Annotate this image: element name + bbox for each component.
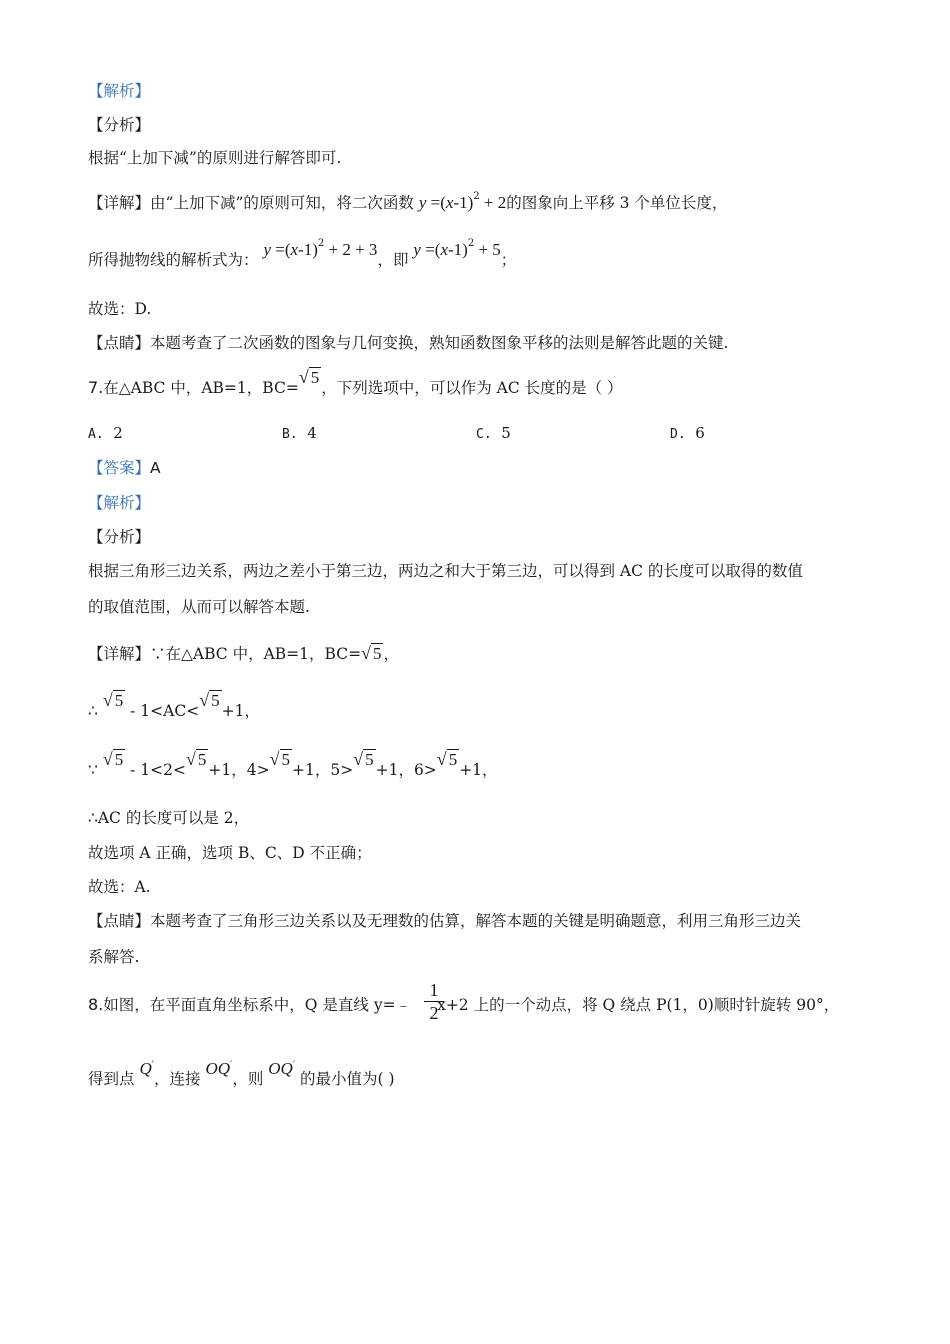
conclusion: ∴AC 的长度可以是 2， bbox=[88, 809, 250, 827]
choice-text: 故选项 A 正确，选项 B、C、D 不正确； bbox=[88, 844, 372, 862]
guxuan-6: 故选：D. bbox=[88, 300, 152, 318]
sqrt-5: √ 5 bbox=[353, 749, 374, 769]
q8-stem bbox=[88, 995, 839, 1015]
q8-line2-d: 的最小值为( ) bbox=[300, 1070, 395, 1088]
q8-stem-a: 如图，在平面直角坐标系中，Q 是直线 y=﹣ bbox=[103, 996, 412, 1014]
dianjing-tag: 【点睛】 bbox=[88, 334, 151, 352]
fraction-numerator: 1 bbox=[424, 979, 444, 1002]
fenxi-text-7a: 根据三角形三边关系，两边之差小于第三边，两边之和大于第三边，可以得到 AC 的长度可以取得的数值 bbox=[88, 562, 803, 580]
therefore-symbol: ∴ bbox=[88, 702, 98, 720]
dianjing-tag-7: 【点睛】 bbox=[88, 912, 151, 930]
sqrt-5: √ 5 bbox=[298, 367, 320, 387]
symbol-oq-prime: OQ′ bbox=[205, 1059, 233, 1078]
jiexi-tag: 【解析】 bbox=[88, 82, 151, 100]
fenxi-text: 根据“上加下减”的原则进行解答即可. bbox=[88, 149, 342, 167]
sqrt-5: √ 5 bbox=[102, 749, 124, 769]
q7-stem-b: ，下列选项中，可以作为 AC 长度的是（ ） bbox=[321, 379, 623, 397]
xiangjie-tag-7: 【详解】 bbox=[88, 645, 151, 663]
dianjing-text-7b: 系解答. bbox=[88, 948, 140, 966]
result-sep: ，即 bbox=[377, 251, 409, 269]
ineq2-a: - 1<2< bbox=[130, 761, 187, 779]
q8-line2-c: ，则 bbox=[232, 1070, 264, 1088]
answer-line bbox=[88, 458, 161, 478]
option-d[interactable]: D. 6 bbox=[670, 424, 705, 442]
fenxi-text-7b: 的取值范围，从而可以解答本题. bbox=[88, 598, 310, 616]
xiangjie-text-a: 由“上加下减”的原则可知，将二次函数 bbox=[150, 194, 414, 212]
formula-quadratic: $y =(x-1)^2 + 2$ bbox=[418, 191, 507, 212]
sqrt-5: √ 5 bbox=[199, 690, 220, 710]
ineq-line-1 bbox=[88, 690, 260, 721]
ineq2-c: +1，5> bbox=[292, 761, 354, 779]
q8-line2 bbox=[88, 1059, 395, 1092]
ineq1-plus: +1， bbox=[221, 702, 260, 720]
ineq1-mid: - 1<AC< bbox=[130, 702, 200, 720]
xiangjie-text-7a: ∵在△ABC 中，AB=1，BC= bbox=[150, 645, 362, 663]
sqrt-5: √ 5 bbox=[361, 643, 382, 663]
option-c[interactable]: C. 5 bbox=[476, 424, 511, 442]
sqrt-5: √ 5 bbox=[102, 690, 124, 710]
dianjing-text-7a: 本题考查了三角形三边关系以及无理数的估算，解答本题的关键是明确题意，利用三角形三边关 bbox=[150, 912, 802, 930]
q8-stem-b: x+2 上的一个动点，将 Q 绕点 P(1，0)顺时针旋转 90°， bbox=[437, 996, 840, 1014]
result-text-a: 所得抛物线的解析式为： bbox=[88, 251, 259, 269]
fraction-denominator: 2 bbox=[429, 1003, 439, 1023]
symbol-oq-prime: OQ′ bbox=[268, 1059, 296, 1078]
answer-tag: 【答案】 bbox=[88, 459, 151, 477]
formula-result: $y =(x-1)^2 + 5$ bbox=[413, 238, 501, 259]
sqrt-5: √ 5 bbox=[186, 749, 207, 769]
fraction-one-half bbox=[424, 979, 444, 1024]
xiangjie-line-7 bbox=[88, 643, 399, 664]
dianjing-line-7a bbox=[88, 911, 801, 931]
sqrt-5: √ 5 bbox=[436, 749, 458, 769]
xiangjie-text-7b: ， bbox=[383, 645, 399, 663]
ineq2-b: +1，4> bbox=[208, 761, 270, 779]
q8-number: 8. bbox=[88, 995, 104, 1014]
sqrt-5: √ 5 bbox=[269, 749, 290, 769]
ineq2-d: +1，6> bbox=[375, 761, 437, 779]
jiexi-tag-7: 【解析】 bbox=[88, 494, 151, 512]
result-end: ； bbox=[500, 251, 517, 269]
dianjing-line-6 bbox=[88, 333, 728, 353]
xiangjie-tag: 【详解】 bbox=[88, 194, 151, 212]
guxuan-7: 故选：A. bbox=[88, 878, 151, 896]
xiangjie-text-b: 的图象向上平移 3 个单位长度， bbox=[506, 194, 728, 212]
q7-number: 7. bbox=[88, 378, 104, 397]
option-b[interactable]: B. 4 bbox=[282, 424, 317, 442]
fenxi-tag: 【分析】 bbox=[88, 116, 151, 134]
fenxi-tag-7: 【分析】 bbox=[88, 528, 151, 546]
answer-value: A bbox=[150, 459, 161, 477]
ineq-line-2 bbox=[88, 749, 498, 780]
because-symbol: ∵ bbox=[88, 761, 98, 779]
option-a[interactable]: A. 2 bbox=[88, 424, 123, 442]
formula-shifted: $y =(x-1)^2 + 2 + 3$ bbox=[263, 238, 378, 259]
q7-stem-a: 在△ABC 中，AB=1，BC= bbox=[103, 379, 299, 397]
dianjing-text: 本题考查了二次函数的图象与几何变换，熟知函数图象平移的法则是解答此题的关键. bbox=[150, 334, 729, 352]
symbol-q-prime: Q′ bbox=[139, 1059, 155, 1078]
q8-line2-a: 得到点 bbox=[88, 1070, 135, 1088]
result-line bbox=[88, 238, 517, 273]
q8-line2-b: ，连接 bbox=[154, 1070, 201, 1088]
q7-stem bbox=[88, 367, 623, 398]
xiangjie-line bbox=[88, 193, 727, 216]
ineq2-e: +1， bbox=[459, 761, 498, 779]
